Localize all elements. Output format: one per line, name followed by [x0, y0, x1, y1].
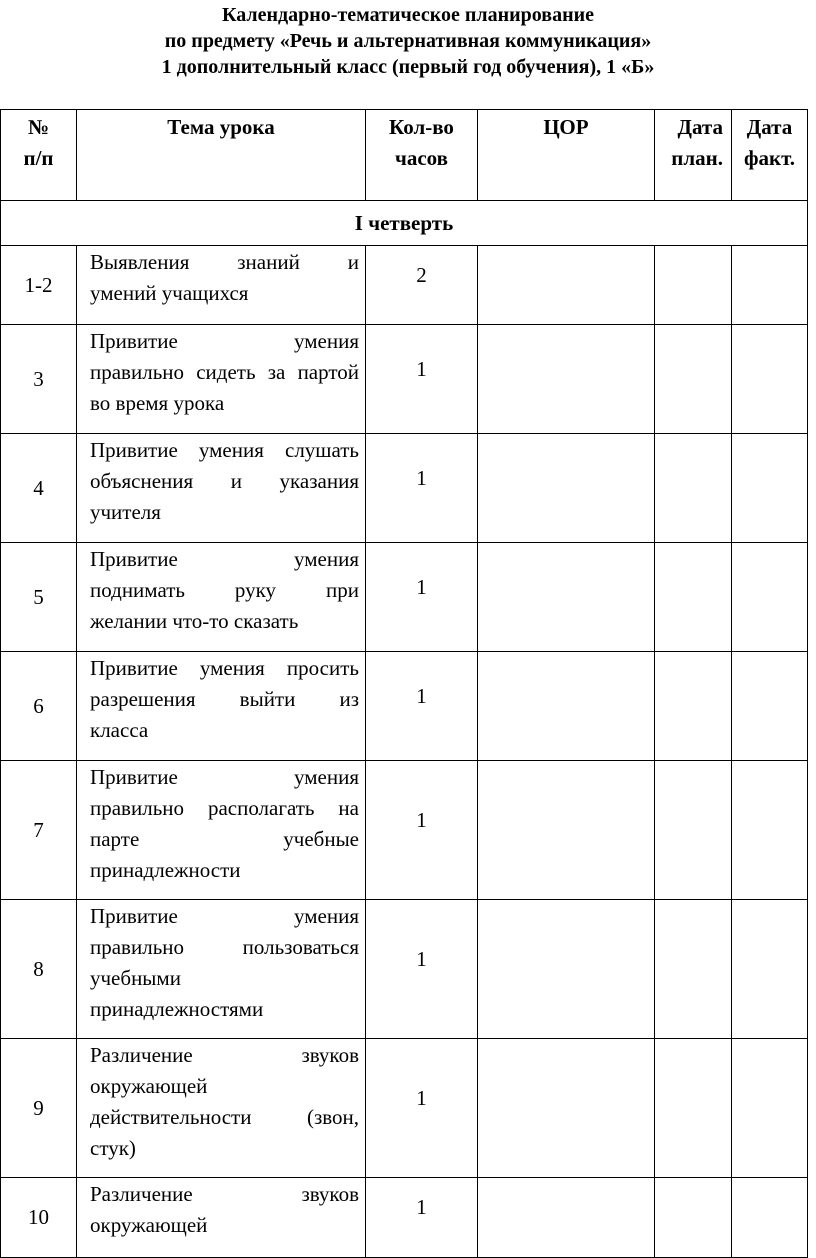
- row-cor: [478, 1039, 655, 1178]
- hours-value: 1: [416, 683, 427, 708]
- topic-line: во время урока: [90, 391, 225, 415]
- title-line-1: Календарно-тематическое планирование: [221, 4, 595, 26]
- row-topic: [77, 434, 366, 543]
- row-cor: [478, 900, 655, 1039]
- row-topic: [77, 652, 366, 761]
- topic-line: Привитие умения просить: [90, 656, 359, 680]
- topic-line: принадлежности: [90, 858, 241, 882]
- header-date-plan: Дата план.: [655, 110, 732, 201]
- topic-line: действительности (звон,: [90, 1105, 359, 1129]
- topic-line: принадлежностями: [90, 997, 264, 1021]
- topic-line: Привитие умения слушать: [90, 438, 359, 462]
- topic-line: Привитие умения: [90, 547, 359, 571]
- table-row: [1, 1178, 808, 1258]
- header-cor: ЦОР: [478, 110, 655, 201]
- table-row: [1, 325, 808, 434]
- topic-line: правильно сидеть за партой: [90, 360, 359, 384]
- hours-value: 1: [416, 946, 427, 971]
- row-number: 7: [1, 761, 77, 900]
- topic-line: Различение звуков: [90, 1182, 359, 1206]
- topic-line: Привитие умения: [90, 329, 359, 353]
- header-topic: Тема урока: [77, 110, 366, 201]
- topic-line: объяснения и указания: [90, 469, 359, 493]
- table-row: [1, 900, 808, 1039]
- row-topic: [77, 246, 366, 325]
- row-number: 3: [1, 325, 77, 434]
- row-number: 10: [1, 1178, 77, 1258]
- row-date-fact: [732, 900, 808, 1039]
- topic-line: учителя: [90, 500, 161, 524]
- row-date-plan: [655, 325, 732, 434]
- topic-line: умений учащихся: [90, 281, 249, 305]
- topic-line: окружающей: [90, 1074, 208, 1098]
- topic-line: правильно пользоваться: [90, 935, 359, 959]
- table-row: [1, 543, 808, 652]
- table-row: [1, 434, 808, 543]
- table-row: [1, 652, 808, 761]
- row-number: 9: [1, 1039, 77, 1178]
- topic-line: поднимать руку при: [90, 578, 359, 602]
- header-hours: Кол-во часов: [366, 110, 478, 201]
- hours-value: 1: [416, 807, 427, 832]
- row-date-fact: [732, 761, 808, 900]
- row-date-plan: [655, 652, 732, 761]
- row-date-plan: [655, 900, 732, 1039]
- row-hours: [366, 1178, 478, 1258]
- title-line-3: 1 дополнительный класс (первый год обучения), 1 «Б»: [161, 56, 655, 78]
- row-date-fact: [732, 1039, 808, 1178]
- row-number: 1-2: [1, 246, 77, 325]
- row-date-plan: [655, 1039, 732, 1178]
- row-cor: [478, 434, 655, 543]
- row-hours: [366, 900, 478, 1039]
- hours-value: 2: [416, 262, 427, 287]
- row-topic: [77, 900, 366, 1039]
- topic-line: желании что-то сказать: [90, 609, 299, 633]
- topic-line: парте учебные: [90, 827, 359, 851]
- quarter-label: I четверть: [1, 201, 808, 246]
- topic-line: разрешения выйти из: [90, 687, 359, 711]
- topic-line: окружающей: [90, 1213, 208, 1237]
- row-topic: [77, 1178, 366, 1258]
- row-hours: [366, 325, 478, 434]
- row-hours: [366, 543, 478, 652]
- topic-line: класса: [90, 718, 149, 742]
- table-row: [1, 1039, 808, 1178]
- row-cor: [478, 325, 655, 434]
- topic-line: Привитие умения: [90, 904, 359, 928]
- row-number: 5: [1, 543, 77, 652]
- row-date-fact: [732, 325, 808, 434]
- row-date-fact: [732, 652, 808, 761]
- header-num: № п/п: [1, 110, 77, 201]
- hours-value: 1: [416, 465, 427, 490]
- topic-line: учебными: [90, 966, 181, 990]
- row-hours: [366, 1039, 478, 1178]
- table-row: [1, 246, 808, 325]
- document-title: [0, 2, 816, 80]
- topic-line: Привитие умения: [90, 765, 359, 789]
- row-topic: [77, 1039, 366, 1178]
- row-date-plan: [655, 543, 732, 652]
- row-number: 8: [1, 900, 77, 1039]
- topic-line: Выявления знаний и: [90, 250, 359, 274]
- row-cor: [478, 543, 655, 652]
- row-number: 6: [1, 652, 77, 761]
- row-number: 4: [1, 434, 77, 543]
- planning-table: [0, 109, 808, 1258]
- topic-line: Различение звуков: [90, 1043, 359, 1067]
- header-date-fact: Дата факт.: [732, 110, 808, 201]
- hours-value: 1: [416, 356, 427, 381]
- row-topic: [77, 543, 366, 652]
- row-cor: [478, 246, 655, 325]
- row-cor: [478, 652, 655, 761]
- topic-line: стук): [90, 1136, 136, 1160]
- topic-line: правильно располагать на: [90, 796, 359, 820]
- row-date-fact: [732, 246, 808, 325]
- row-cor: [478, 1178, 655, 1258]
- row-date-fact: [732, 434, 808, 543]
- row-topic: [77, 761, 366, 900]
- row-date-plan: [655, 761, 732, 900]
- table-row: [1, 761, 808, 900]
- row-hours: [366, 434, 478, 543]
- quarter-row: [1, 201, 808, 246]
- hours-value: 1: [416, 1085, 427, 1110]
- hours-value: 1: [416, 574, 427, 599]
- hours-value: 1: [416, 1195, 427, 1219]
- row-date-plan: [655, 246, 732, 325]
- row-cor: [478, 761, 655, 900]
- row-hours: [366, 246, 478, 325]
- header-row: [1, 110, 808, 201]
- title-line-2: по предмету «Речь и альтернативная коммуникация»: [164, 30, 652, 52]
- row-hours: [366, 761, 478, 900]
- row-date-fact: [732, 1178, 808, 1258]
- row-hours: [366, 652, 478, 761]
- row-date-plan: [655, 1178, 732, 1258]
- row-date-fact: [732, 543, 808, 652]
- row-date-plan: [655, 434, 732, 543]
- row-topic: [77, 325, 366, 434]
